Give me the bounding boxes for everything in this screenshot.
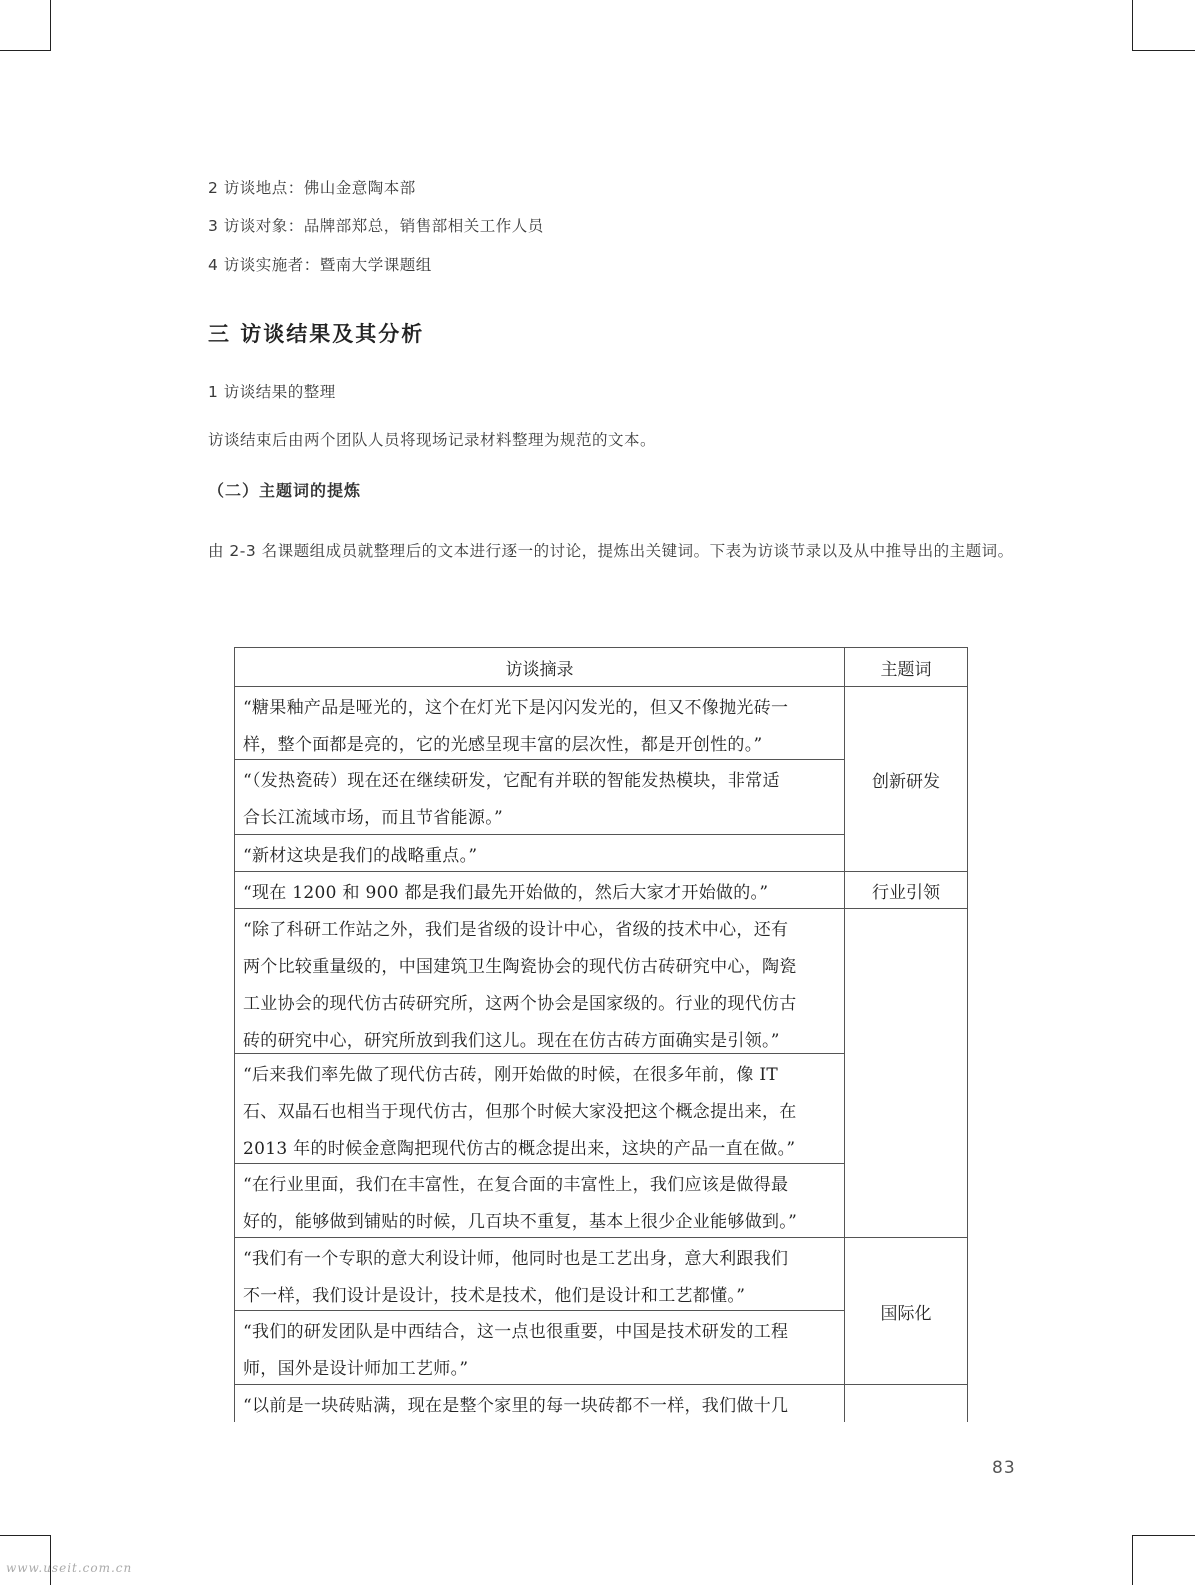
table-theme-cell-empty (844, 1384, 968, 1422)
subsection-heading: （二）主题词的提炼 (208, 481, 362, 500)
table-theme-cell-empty (844, 908, 968, 1238)
crop-mark-bottom-left (0, 1535, 51, 1536)
interview-subjects: 3 访谈对象：品牌部郑总，销售部相关工作人员 (208, 217, 544, 235)
table-header-excerpt: 访谈摘录 (234, 647, 845, 687)
interview-conductor: 4 访谈实施者：暨南大学课题组 (208, 256, 432, 274)
table-quote-cell: “现在 1200 和 900 都是我们最先开始做的，然后大家才开始做的。” (234, 871, 845, 909)
crop-mark-bottom-right (1132, 1535, 1195, 1536)
table-quote-cell: “（发热瓷砖）现在还在继续研发，它配有并联的智能发热模块，非常适 合长江流域市场，而且节省能源。” (234, 759, 845, 835)
table-quote-cell: “在行业里面，我们在丰富性，在复合面的丰富性上，我们应该是做得最 好的，能够做到铺贴的时候，几百块不重复，基本上很少企业能够做到。” (234, 1163, 845, 1238)
table-theme-cell: 国际化 (844, 1237, 968, 1385)
crop-mark-bottom-right (1132, 1535, 1133, 1585)
table-quote-cell: “新材这块是我们的战略重点。” (234, 834, 845, 872)
table-quote-cell: “除了科研工作站之外，我们是省级的设计中心，省级的技术中心，还有 两个比较重量级的，中国建筑卫生陶瓷协会的现代仿古砖研究中心，陶瓷 工业协会的现代仿古砖研究所，这两个协会是国家级的。行业的现代仿古 砖的研究中心，研究所放到我们这儿。现在在仿古砖方面确实是引领。” (234, 908, 845, 1054)
crop-mark-bottom-left (50, 1535, 51, 1585)
table-quote-cell: “我们有一个专职的意大利设计师，他同时也是工艺出身，意大利跟我们 不一样，我们设计是设计，技术是技术，他们是设计和工艺都懂。” (234, 1237, 845, 1311)
table-theme-cell: 创新研发 (844, 686, 968, 872)
table-quote-cell: “我们的研发团队是中西结合，这一点也很重要，中国是技术研发的工程 师，国外是设计师加工艺师。” (234, 1310, 845, 1385)
table-quote-cell: “后来我们率先做了现代仿古砖，刚开始做的时候，在很多年前，像 IT 石、双晶石也相当于现代仿古，但那个时候大家没把这个概念提出来，在 2013 年的时候金意陶把现代仿古的概念提出来，这块的产品一直在做。” (234, 1053, 845, 1164)
crop-mark-top-left (50, 0, 51, 51)
paragraph: 访谈结束后由两个团队人员将现场记录材料整理为规范的文本。 (208, 431, 657, 449)
table-header-theme: 主题词 (844, 647, 968, 687)
crop-mark-top-left (0, 50, 51, 51)
subsection-title: 1 访谈结果的整理 (208, 383, 336, 401)
table-quote-cell: “以前是一块砖贴满，现在是整个家里的每一块砖都不一样，我们做十几 (234, 1384, 845, 1422)
table-quote-cell: “糖果釉产品是哑光的，这个在灯光下是闪闪发光的，但又不像抛光砖一 样，整个面都是亮的，它的光感呈现丰富的层次性，都是开创性的。” (234, 686, 845, 760)
page-number: 83 (992, 1458, 1016, 1478)
table-theme-cell: 行业引领 (844, 871, 968, 909)
crop-mark-top-right (1132, 0, 1133, 51)
paragraph: 由 2-3 名课题组成员就整理后的文本进行逐一的讨论，提炼出关键词。下表为访谈节录以及从中推导出的主题词。 (208, 542, 1014, 560)
interview-location: 2 访谈地点：佛山金意陶本部 (208, 179, 416, 197)
section-title: 三 访谈结果及其分析 (208, 322, 425, 346)
watermark: www.useit.com.cn (6, 1561, 133, 1575)
crop-mark-top-right (1132, 50, 1195, 51)
